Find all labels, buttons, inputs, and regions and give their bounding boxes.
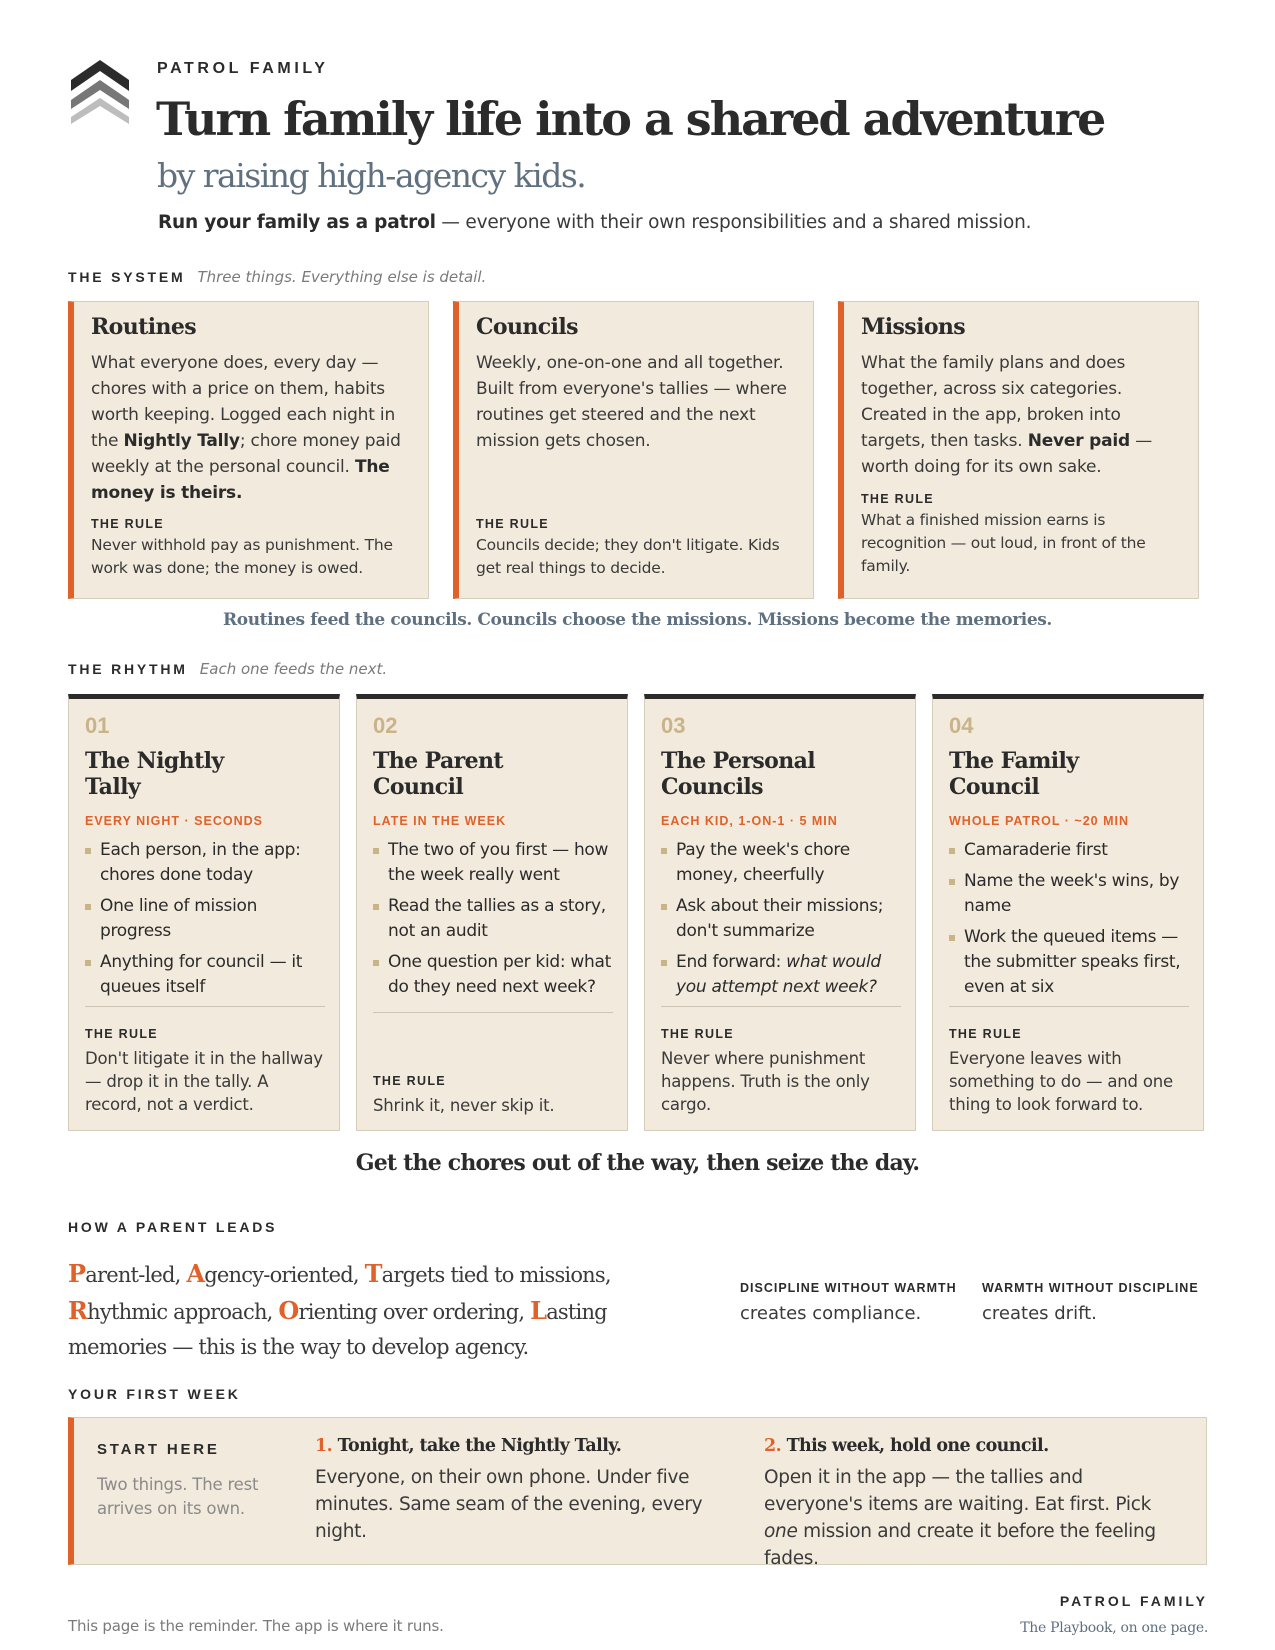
step-number: 02: [373, 713, 398, 738]
rule-text: Everyone leaves with something to do — and one thing to look forward to.: [949, 1049, 1173, 1114]
acronym-text: arent-led,: [85, 1263, 187, 1287]
acronym-text: gency-oriented,: [204, 1263, 365, 1287]
body-bold: The money is theirs.: [91, 457, 390, 503]
body-text: ; chore money paid weekly at the personal council.: [91, 431, 401, 477]
step-title-text: Tonight, take the Nightly Tally.: [337, 1436, 622, 1456]
rule-label: THE RULE: [949, 1027, 1022, 1041]
chevron-stack-icon: [71, 60, 129, 124]
title-line: Tally: [85, 774, 141, 800]
rule-text: Never withhold pay as punishment. The work was done; the money is owed.: [91, 536, 393, 577]
body-bold: Nightly Tally: [123, 431, 240, 451]
card-title: [85, 748, 325, 804]
body-text: What the family plans and does together, across six categories. Created in the app, broken into targets, then tasks.: [861, 353, 1126, 451]
card-timing: LATE IN THE WEEK: [373, 814, 507, 828]
title-line: Councils: [661, 774, 763, 800]
footer-subtitle: The Playbook, on one page.: [1020, 1620, 1208, 1636]
rule-text: Don't litigate it in the hallway — drop it in the tally. A record, not a verdict.: [85, 1049, 323, 1114]
acronym-text: argets tied to missions,: [381, 1263, 611, 1287]
tagline: [158, 212, 1031, 233]
body-text: Open it in the app — the tallies and everyone's items are waiting. Eat first. Pick: [764, 1467, 1151, 1515]
footer-note: This page is the reminder. The app is where it runs.: [68, 1617, 444, 1635]
page-title: Turn family life into a shared adventure: [156, 92, 1105, 146]
card-rule: [373, 1074, 615, 1117]
first-week-card: [68, 1417, 1207, 1569]
card-title: [661, 748, 901, 804]
system-note: Three things. Everything else is detail.: [197, 268, 487, 286]
acronym-text: rienting over ordering,: [298, 1300, 531, 1324]
list-item: The two of you first — how the week really went: [373, 838, 613, 888]
system-label-text: THE SYSTEM: [68, 269, 186, 285]
rule-text: Councils decide; they don't litigate. Kids get real things to decide.: [476, 536, 780, 577]
list-item: [661, 950, 901, 1000]
step-number: 03: [661, 713, 686, 738]
card-body: [861, 350, 1180, 480]
section-label-system: [68, 268, 486, 286]
card-rule: [476, 517, 799, 580]
title-line: The Parent: [373, 748, 503, 774]
card-rule: [949, 1027, 1191, 1116]
card-body: [91, 350, 410, 506]
list-item: Each person, in the app: chores done today: [85, 838, 325, 888]
divider: [661, 1006, 901, 1007]
rhythm-card-parent-council: [356, 694, 628, 1131]
item-text: End forward:: [676, 952, 787, 972]
section-label-first-week: YOUR FIRST WEEK: [68, 1386, 241, 1402]
start-here-note: Two things. The rest arrives on its own.: [97, 1475, 259, 1518]
step-title-text: This week, hold one council.: [786, 1436, 1049, 1456]
first-week-step-2: [764, 1436, 1184, 1572]
list-item: Read the tallies as a story, not an audit: [373, 894, 613, 944]
motto: Get the chores out of the way, then seize the day.: [355, 1150, 920, 1176]
contrast-label: WARMTH WITHOUT DISCIPLINE: [982, 1281, 1199, 1295]
body-text: — worth doing for its own sake.: [861, 431, 1153, 477]
section-label-leads: HOW A PARENT LEADS: [68, 1219, 278, 1235]
contrast-value: creates compliance.: [740, 1303, 922, 1324]
rhythm-label-text: THE RHYTHM: [68, 661, 188, 677]
card-timing: WHOLE PATROL · ~20 MIN: [949, 814, 1129, 828]
body-bold: Never paid: [1027, 431, 1130, 451]
card-title: Missions: [861, 314, 966, 340]
start-here-label: START HERE: [97, 1441, 220, 1458]
system-card-councils: [453, 301, 814, 599]
contrast-label: DISCIPLINE WITHOUT WARMTH: [740, 1281, 957, 1295]
rhythm-note: Each one feeds the next.: [199, 660, 388, 678]
card-list: [661, 838, 901, 1000]
rhythm-card-personal-councils: [644, 694, 916, 1131]
card-rule: [85, 1027, 327, 1116]
title-line: Council: [949, 774, 1040, 800]
card-title: [373, 748, 613, 804]
item-italic: what would you attempt next week?: [676, 952, 881, 997]
system-card-routines: [68, 301, 429, 599]
tagline-bold: Run your family as a patrol: [158, 212, 436, 233]
acronym-text: hythmic approach,: [87, 1300, 279, 1324]
step-number: 04: [949, 713, 974, 738]
rule-label: THE RULE: [373, 1074, 446, 1088]
acronym-letter: T: [364, 1259, 382, 1288]
card-rule: [91, 517, 414, 580]
rule-label: THE RULE: [85, 1027, 158, 1041]
step-num: 1.: [315, 1436, 333, 1456]
card-rule: [861, 492, 1184, 578]
card-list: [85, 838, 325, 1000]
title-line: The Nightly: [85, 748, 224, 774]
acronym-letter: O: [278, 1296, 299, 1325]
title-line: Council: [373, 774, 464, 800]
warmth-without-discipline: [982, 1281, 1199, 1324]
system-card-missions: [838, 301, 1199, 599]
card-title: Routines: [91, 314, 197, 340]
rule-label: THE RULE: [661, 1027, 734, 1041]
acronym-letter: P: [68, 1259, 86, 1288]
step-num: 2.: [764, 1436, 782, 1456]
title-line: The Personal: [661, 748, 816, 774]
rhythm-card-nightly-tally: [68, 694, 340, 1131]
card-title: Councils: [476, 314, 578, 340]
acronym-text: asting memories — this is the way to develop agency.: [68, 1300, 607, 1359]
rule-label: THE RULE: [861, 492, 934, 506]
acronym-letter: R: [68, 1296, 88, 1325]
step-title: [315, 1436, 735, 1456]
rule-text: What a finished mission earns is recognition — out loud, in front of the family.: [861, 511, 1146, 575]
card-timing: EACH KID, 1-ON-1 · 5 MIN: [661, 814, 838, 828]
flow-statement: Routines feed the councils. Councils choose the missions. Missions become the memories.: [223, 610, 1052, 630]
first-week-step-1: [315, 1436, 735, 1545]
step-number: 01: [85, 713, 110, 738]
body-text: mission and create it before the feeling fades.: [764, 1521, 1156, 1569]
divider: [85, 1006, 325, 1007]
rule-text: Shrink it, never skip it.: [373, 1096, 555, 1115]
rule-label: THE RULE: [91, 517, 164, 531]
acronym-letter: A: [186, 1259, 205, 1288]
list-item: Work the queued items — the submitter speaks first, even at six: [949, 925, 1189, 1000]
body-italic: one: [764, 1521, 798, 1542]
list-item: Name the week's wins, by name: [949, 869, 1189, 919]
tagline-rest: — everyone with their own responsibilities and a shared mission.: [435, 212, 1032, 233]
list-item: Camaraderie first: [949, 838, 1189, 863]
rule-text: Never where punishment happens. Truth is the only cargo.: [661, 1049, 870, 1114]
card-rule: [661, 1027, 903, 1116]
acronym-letter: L: [530, 1296, 547, 1325]
acronym-statement: [68, 1256, 668, 1365]
contrast-value: creates drift.: [982, 1303, 1097, 1324]
title-line: The Family: [949, 748, 1079, 774]
divider: [373, 1012, 613, 1013]
list-item: Ask about their missions; don't summarize: [661, 894, 901, 944]
card-list: [949, 838, 1189, 1000]
card-list: [373, 838, 613, 1000]
list-item: Anything for council — it queues itself: [85, 950, 325, 1000]
step-body: Everyone, on their own phone. Under five minutes. Same seam of the evening, every night.: [315, 1467, 703, 1542]
list-item: One line of mission progress: [85, 894, 325, 944]
brand-name: PATROL FAMILY: [157, 60, 329, 77]
divider: [949, 1006, 1189, 1007]
discipline-without-warmth: [740, 1281, 957, 1324]
page-subtitle: by raising high-agency kids.: [157, 156, 586, 195]
body-text: What everyone does, every day — chores with a price on them, habits worth keeping. Logged each night in the: [91, 353, 396, 451]
card-timing: EVERY NIGHT · SECONDS: [85, 814, 263, 828]
rule-label: THE RULE: [476, 517, 549, 531]
section-label-rhythm: [68, 660, 387, 678]
card-body: Weekly, one-on-one and all together. Built from everyone's tallies — where routines get steered and the next mission gets chosen.: [476, 353, 787, 451]
rhythm-card-family-council: [932, 694, 1204, 1131]
list-item: One question per kid: what do they need next week?: [373, 950, 613, 1000]
list-item: Pay the week's chore money, cheerfully: [661, 838, 901, 888]
step-title: [764, 1436, 1184, 1456]
footer-brand: PATROL FAMILY: [1059, 1593, 1208, 1609]
step-body: [764, 1464, 1184, 1572]
card-title: [949, 748, 1189, 804]
